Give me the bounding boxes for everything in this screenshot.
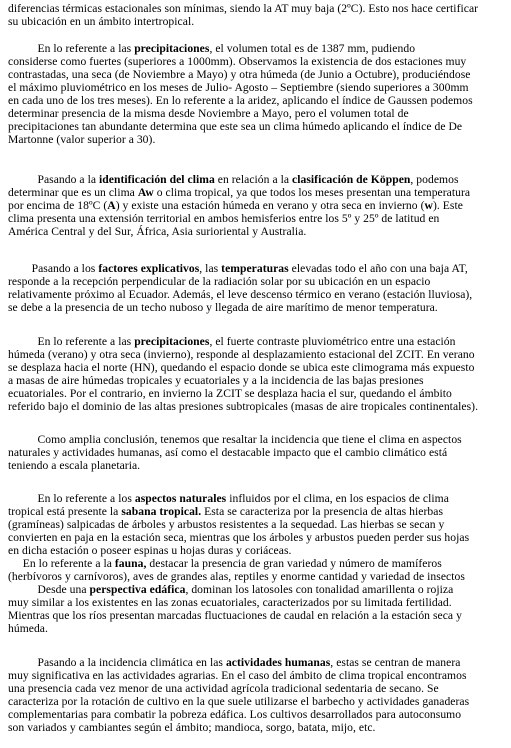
text-run: En lo referente a las [8, 42, 135, 55]
text-run: convierten en paja en la estación seca, mientras que los árboles y arbustos pueden perder sus hojas [8, 531, 470, 544]
text-run: se debe a la presencia de un techo nuboso y llegada de aire marítimo de menor temperatura. [8, 301, 438, 314]
bold-term: perspectiva edáfica [89, 583, 186, 596]
text-run: por encima de 18ºC ( [8, 199, 108, 212]
text-line [8, 544, 291, 558]
text-line [8, 120, 462, 134]
text-line [8, 212, 439, 226]
text-run: destacar la presencia de gran variedad y número de mamíferos [146, 557, 442, 570]
text-line [8, 557, 442, 571]
text-line [8, 262, 468, 276]
bold-term: clasificación de Köppen [292, 173, 411, 186]
text-line [8, 68, 470, 82]
text-run: , dominan los latosoles con tonalidad amarillenta o rojiza [185, 583, 454, 596]
bold-term: w [424, 199, 433, 212]
text-run: , el volumen total es de 1387 mm, pudiendo [209, 42, 416, 55]
text-line [8, 94, 473, 108]
text-run: relativamente próximo al Ecuador. Además, el leve descenso térmico en verano (estación lluviosa), [8, 288, 473, 301]
text-run: en cada uno de los tres meses). En lo referente a la aridez, aplicando el índice de Gaussen podemos [8, 94, 473, 107]
text-run: Como amplia conclusión, tenemos que resaltar la incidencia que tiene el clima en aspectos [8, 433, 462, 446]
text-line [8, 708, 461, 722]
text-line [8, 446, 447, 460]
text-run: , las [199, 262, 222, 275]
text-run: tropical está presente la [8, 505, 122, 518]
bold-term: temperaturas [221, 262, 289, 275]
text-line [8, 695, 469, 709]
text-line [8, 301, 438, 315]
text-run: referido bajo el dominio de las altas presiones subtropicales (masas de aire tropicales continentales). [8, 400, 479, 413]
bold-term: actividades humanas [225, 656, 331, 669]
text-run: complementarias para combatir la pobreza edáfica. Los cultivos desarrollados para autoconsumo [8, 708, 462, 721]
bold-term: precipitaciones [134, 42, 210, 55]
text-line [8, 518, 444, 532]
text-line [8, 531, 469, 545]
bold-term: fauna, [114, 557, 147, 570]
text-line [8, 225, 306, 239]
text-run: a masas de aire húmedas tropicales y ecuatoriales y a la incidencia de las bajas presiones [8, 374, 424, 387]
bold-term: sabana tropical. [121, 505, 202, 518]
text-line [8, 609, 462, 623]
text-run: elevadas todo el año con una baja AT, [288, 262, 468, 275]
text-run: en dicha estación o poseer espinas u hojas duras y coriáceas. [8, 544, 292, 557]
text-line [8, 682, 439, 696]
text-run: en relación a la [214, 173, 293, 186]
text-run: son variados y cambiantes según el ámbito; mandioca, sorgo, batata, mijo, etc. [8, 721, 376, 734]
text-run: , podemos [410, 173, 459, 186]
text-line [8, 288, 472, 302]
bold-term: factores explicativos [98, 262, 200, 275]
text-line [8, 348, 475, 362]
text-run: En lo referente a los [8, 492, 135, 505]
text-run: En lo referente a las [8, 335, 135, 348]
text-run: (herbívoros y carnívoros), aves de grandes alas, reptiles y enorme cantidad y variedad de insectos [8, 570, 465, 583]
text-run: precipitaciones tan abundante determina que este sea un clima húmedo aplicando el índice de De [8, 120, 463, 133]
text-run: contrastadas, una seca (de Noviembre a Mayo) y otra húmeda (de Junio a Octubre), produciéndose [8, 68, 471, 81]
text-line [8, 492, 449, 506]
text-run: considerse como fuertes (superiores a 1000mm). Observamos la existencia de dos estaciones muy [8, 55, 467, 68]
text-run: , el fuerte contraste pluviométrico entre una estación [209, 335, 456, 348]
bold-term: aspectos naturales [134, 492, 227, 505]
text-run: Mientras que los ríos presentan marcadas fluctuaciones de caudal en relación a la estación seca y [8, 609, 462, 622]
text-run: América Central y del Sur, África, Asia surioriental y Australia. [8, 225, 307, 238]
text-line [8, 596, 452, 610]
text-run: responde a la recepción perpendicular de la radiación solar por su ubicación en un espacio [8, 275, 431, 288]
text-line [8, 42, 415, 56]
text-line [8, 133, 155, 147]
text-line [8, 107, 409, 121]
text-line [8, 505, 443, 519]
text-run: , estas se centran de manera [330, 656, 461, 669]
text-run: muy significativa en las actividades agrarias. En el caso del ámbito de clima tropical encontramos [8, 669, 467, 682]
text-line [8, 361, 474, 375]
text-run: diferencias térmicas estacionales son mínimas, siendo la AT muy baja (2ºC). Esto nos hace certificar [8, 2, 479, 15]
text-line [8, 2, 478, 16]
text-line [8, 186, 470, 200]
text-run: determinar presencia de la misma desde Noviembre a Mayo, pero el volumen total de [8, 107, 409, 120]
text-line [8, 400, 478, 414]
text-run: naturales y actividades humanas, así como el destacable impacto que el cambio climático está [8, 446, 448, 459]
text-line [8, 570, 465, 584]
text-run: caracteriza por la rotación de cultivo en la que suele utilizarse el barbecho y actividades ganaderas [8, 695, 470, 708]
text-run: (gramíneas) salpicadas de árboles y arbustos resistentes a la sequedad. Las hierbas se secan y [8, 518, 445, 531]
text-line [8, 55, 466, 69]
text-line [8, 374, 424, 388]
text-run: ). Este [432, 199, 463, 212]
text-run: muy similar a los existentes en las zonas ecuatoriales, caracterizados por su limitada fertilidad. [8, 596, 452, 609]
text-line [8, 275, 430, 289]
text-run: o clima tropical, ya que todos los meses presentan una temperatura [153, 186, 471, 199]
text-run: Esta se caracteriza por la presencia de altas hierbas [201, 505, 444, 518]
text-line [8, 433, 462, 447]
text-line [8, 721, 376, 735]
bold-term: A [107, 199, 116, 212]
text-run: Pasando a los [8, 262, 99, 275]
text-line [8, 669, 467, 683]
bold-term: Aw [137, 186, 154, 199]
text-line [8, 15, 194, 29]
text-line [8, 656, 460, 670]
text-line [8, 199, 463, 213]
text-run: ) y existe una estación húmeda en verano y otra seca en invierno ( [115, 199, 425, 212]
text-run: Pasando a la incidencia climática en las [8, 656, 226, 669]
text-line [8, 459, 140, 473]
text-line [8, 387, 452, 401]
text-run: se desplaza hacia el norte (HN), quedando el espacio donde se ubica este climograma más expuesto [8, 361, 475, 374]
text-line [8, 583, 453, 597]
text-line [8, 81, 469, 95]
bold-term: identificación del clima [98, 173, 215, 186]
text-line [8, 622, 48, 636]
text-run: Martonne (valor superior a 30). [8, 133, 156, 146]
text-run: húmeda. [8, 622, 48, 635]
text-run: una presencia cada vez menor de una actividad agrícola tradicional sedentaria de secano. Se [8, 682, 439, 695]
text-line [8, 173, 459, 187]
text-run: En lo referente a la [8, 557, 115, 570]
text-run: húmeda (verano) y otra seca (invierno), responde al desplazamiento estacional del ZCIT. En verano [8, 348, 475, 361]
text-run: determinar que es un clima [8, 186, 138, 199]
text-run: su ubicación en un ámbito intertropical. [8, 15, 195, 28]
text-run: Pasando a la [8, 173, 99, 186]
text-run: el máximo pluviométrico en los meses de Julio- Agosto – Septiembre (siendo superiores a 300mm [8, 81, 469, 94]
text-run: ecuatoriales. Por el contrario, en invierno la ZCIT se desplaza hacia el sur, quedando el ámbito [8, 387, 452, 400]
text-run: clima presenta una extensión territorial en ambos hemisferios entre los 5º y 25º de latitud en [8, 212, 440, 225]
text-line [8, 335, 456, 349]
text-run: Desde una [8, 583, 90, 596]
text-run: teniendo a escala planetaria. [8, 459, 141, 472]
text-run: influidos por el clima, en los espacios de clima [226, 492, 449, 505]
bold-term: precipitaciones [134, 335, 210, 348]
